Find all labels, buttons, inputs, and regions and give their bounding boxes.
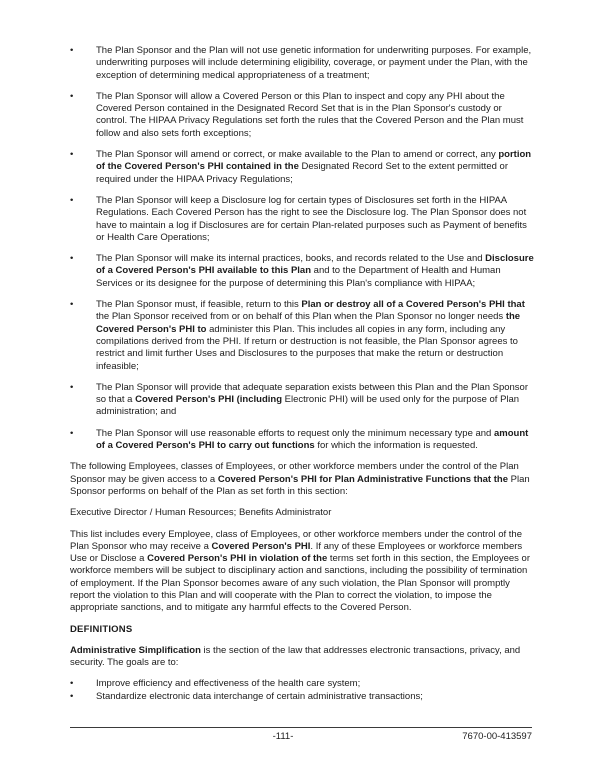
bullet-text bbox=[96, 149, 534, 186]
bullet-text bbox=[96, 253, 534, 290]
document-body bbox=[70, 45, 534, 703]
bullet-text bbox=[96, 678, 534, 690]
bullet-item bbox=[70, 253, 534, 290]
bullet-item bbox=[70, 299, 534, 373]
text-segment: Administrative Simplification bbox=[70, 644, 201, 656]
bullet-text bbox=[96, 382, 534, 419]
bullet-icon: • bbox=[70, 253, 74, 265]
bullet-icon: • bbox=[70, 427, 74, 439]
bullet-icon: • bbox=[70, 690, 74, 702]
bullet-item bbox=[70, 45, 534, 82]
text-segment: The Plan Sponsor will allow a Covered Person or this Plan to inspect and copy any PHI about the Covered Person contained in the Designated Record Set that is in the Plan Sponsor's custody or control. The HIPAA Privacy Regulations set forth the rules that the Covered Person and the Plan must follow and also sets forth exceptions; bbox=[96, 90, 524, 139]
text-segment: Covered Person's PHI for Plan Administrative Functions that the bbox=[217, 473, 508, 485]
text-segment: the Plan Sponsor received from or on behalf of this Plan when the Plan Sponsor no longer needs bbox=[96, 311, 506, 323]
section-heading bbox=[70, 624, 534, 636]
paragraph bbox=[70, 529, 534, 615]
footer-divider bbox=[70, 727, 532, 728]
bullet-item bbox=[70, 428, 534, 453]
text-segment: Plan Sponsor performs on behalf of the Plan as set forth in this section: bbox=[70, 473, 530, 497]
bullet-icon: • bbox=[70, 90, 74, 102]
bullet-text bbox=[96, 428, 534, 453]
text-segment: the Covered Person's PHI to bbox=[96, 311, 521, 335]
text-segment: Executive Director / Human Resources; Benefits Administrator bbox=[70, 507, 332, 519]
text-segment: The Plan Sponsor must, if feasible, return to this bbox=[96, 299, 302, 311]
text-segment: Covered Person's PHI in violation of the bbox=[147, 553, 328, 565]
text-segment: The Plan Sponsor and the Plan will not use genetic information for underwriting purposes. For example, underwriting purposes will include determining eligibility, coverage, or payment under the Plan, with the exception of determining medical appropriateness of a treatment; bbox=[96, 45, 532, 81]
text-segment: terms set forth in this section, the Employees or workforce members will be subject to disciplinary action and sanctions, including the possibility of termination of employment. If the Plan Sponsor becomes aware of any such violation, the Plan Sponsor will promptly report the violation to this Plan and will cooperate with the Plan to correct the violation, to impose the appropriate sanctions, and to mitigate any harmful effects to the Covered Person. bbox=[70, 553, 531, 614]
text-segment: Plan or destroy all of a Covered Person's PHI that bbox=[301, 299, 525, 311]
text-segment: The Plan Sponsor will use reasonable efforts to request only the minimum necessary type and bbox=[96, 427, 494, 439]
text-segment: Disclosure of a Covered Person's PHI available to this Plan bbox=[96, 253, 534, 277]
text-segment: . If any of these Employees or workforce members Use or Disclose a bbox=[70, 540, 523, 565]
text-segment: Designated Record Set to the extent permitted or required under the HIPAA Privacy Regulations; bbox=[96, 161, 508, 185]
text-segment: is the section of the law that addresses electronic transactions, privacy, and security. The goals are to: bbox=[70, 644, 521, 669]
bullet-item bbox=[70, 382, 534, 419]
text-segment: for which the information is requested. bbox=[314, 440, 478, 452]
bullet-text bbox=[96, 195, 534, 244]
bullet-item bbox=[70, 91, 534, 140]
text-segment: The Plan Sponsor will make its internal practices, books, and records related to the Use and bbox=[96, 253, 486, 265]
bullet-item bbox=[70, 195, 534, 244]
text-segment: The Plan Sponsor will keep a Disclosure log for certain types of Disclosures set forth in the HIPAA Regulations. Each Covered Person has the right to see the Disclosure log. The Plan Sponsor does not have to maintain a log if Disclosures are for certain Plan-related purposes such as Payment of benefits or Health Care Operations; bbox=[96, 194, 527, 243]
bullet-icon: • bbox=[70, 678, 74, 690]
text-segment: DEFINITIONS bbox=[70, 623, 133, 635]
bullet-icon: • bbox=[70, 381, 74, 393]
bullet-item bbox=[70, 678, 534, 690]
text-segment: This list includes every Employee, class of Employees, or other workforce members under the control of the Plan Sponsor who may receive a bbox=[70, 528, 522, 552]
bullet-icon: • bbox=[70, 149, 74, 161]
paragraph bbox=[70, 507, 534, 519]
bullet-icon: • bbox=[70, 299, 74, 311]
paragraph bbox=[70, 645, 534, 670]
bullet-text bbox=[96, 299, 534, 373]
text-segment: administer this Plan. This includes all copies in any form, including any compilations derived from the PHI. If return or destruction is not feasible, the Plan Sponsor agrees to restrict and limit further Uses and Disclosures to the purposes that make the return or destruction infeasible; bbox=[96, 323, 518, 372]
text-segment: and to the Department of Health and Human Services or its designee for the purpose of determining this Plan's compliance with HIPAA; bbox=[96, 265, 501, 289]
bullet-icon: • bbox=[70, 45, 74, 56]
text-segment: Electronic PHI) will be used only for the purpose of Plan administration; and bbox=[96, 394, 520, 418]
text-segment: portion of the Covered Person's PHI contained in the bbox=[96, 149, 532, 173]
bullet-icon: • bbox=[70, 194, 74, 206]
paragraph bbox=[70, 461, 534, 498]
page-number: -111- bbox=[272, 731, 294, 742]
bullet-text bbox=[96, 691, 534, 703]
bullet-item bbox=[70, 149, 534, 186]
text-segment: Covered Person's PHI bbox=[211, 540, 311, 552]
text-segment: The Plan Sponsor will provide that adequate separation exists between this Plan and the Plan Sponsor so that a bbox=[96, 381, 528, 406]
bullet-item bbox=[70, 691, 534, 703]
text-segment: Covered Person's PHI (including bbox=[135, 394, 282, 406]
text-segment: amount of a Covered Person's PHI to carry out functions bbox=[96, 427, 529, 452]
document-id: 7670-00-413597 bbox=[462, 731, 532, 742]
text-segment: Improve efficiency and effectiveness of the health care system; bbox=[96, 678, 361, 690]
text-segment: Standardize electronic data interchange of certain administrative transactions; bbox=[96, 690, 423, 702]
bullet-text bbox=[96, 45, 534, 82]
bullet-text bbox=[96, 91, 534, 140]
text-segment: The Plan Sponsor will amend or correct, or make available to the Plan to amend or correct, any bbox=[96, 149, 499, 161]
text-segment: The following Employees, classes of Employees, or other workforce members under the control of the Plan Sponsor may be given access to a bbox=[70, 461, 519, 485]
